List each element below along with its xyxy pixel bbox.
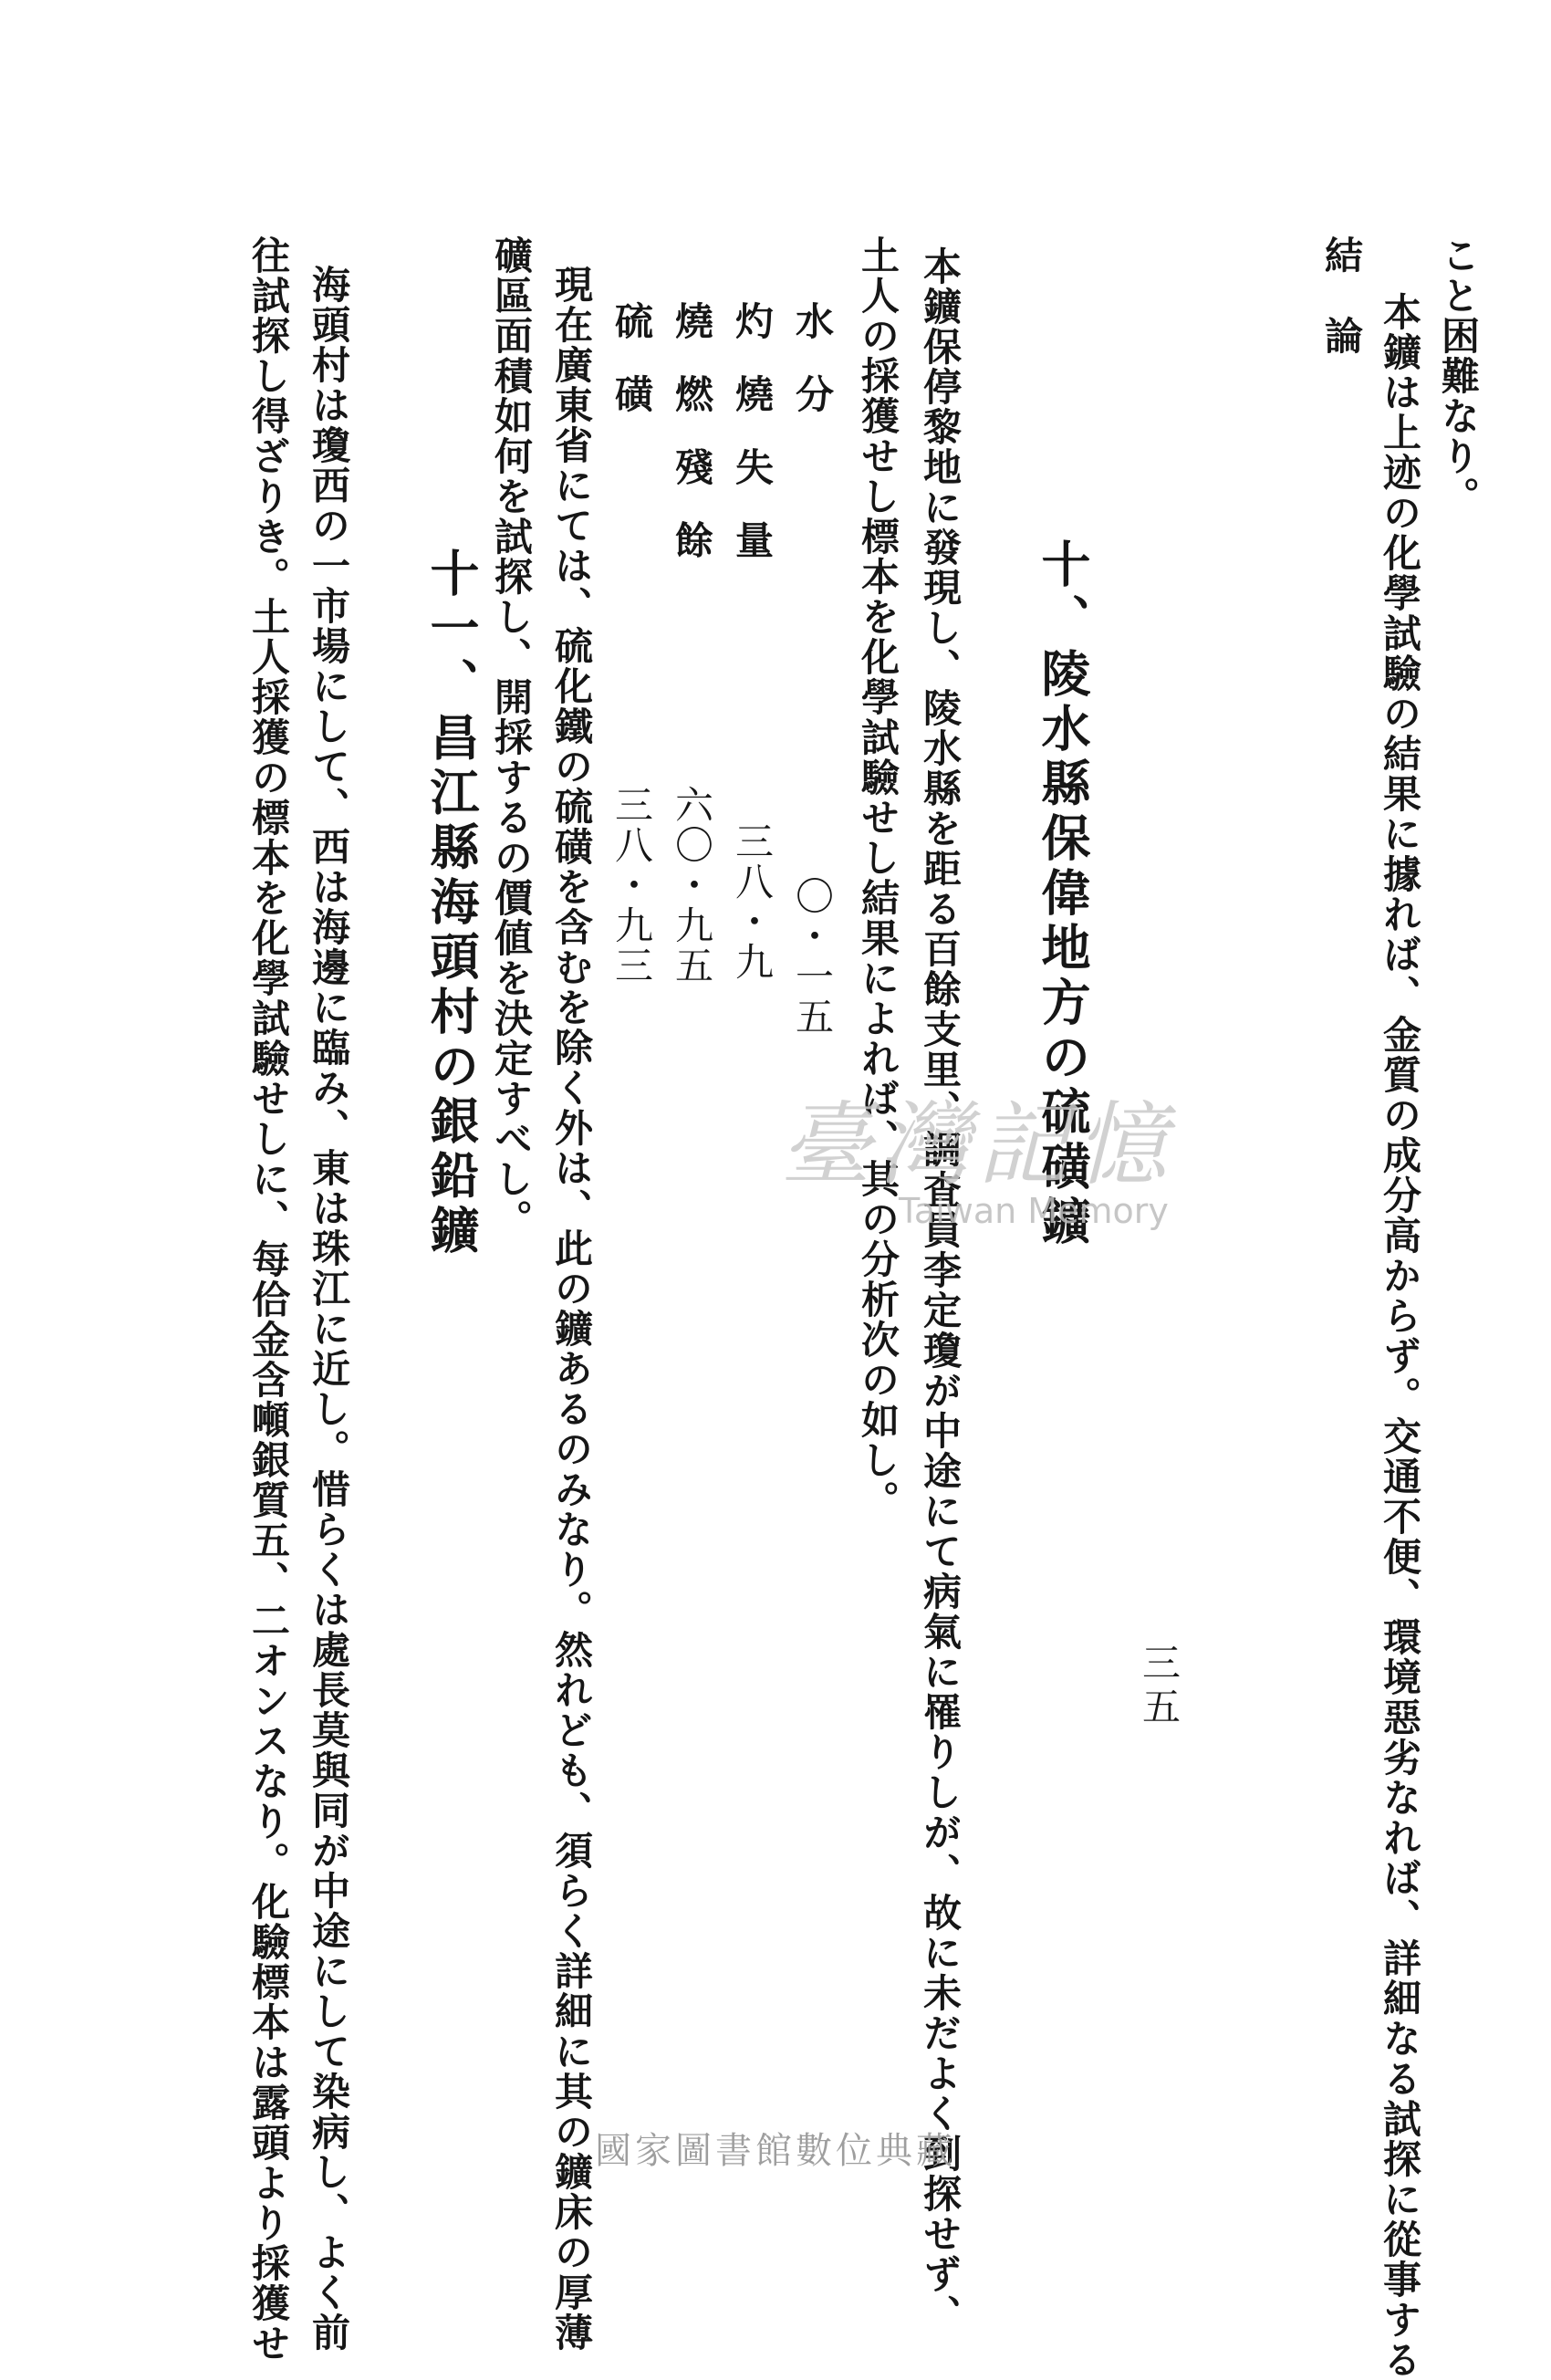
table-value-ignition-loss: 三八・九 — [730, 821, 775, 982]
page-number: 三五 — [1137, 1643, 1181, 1730]
conclusion-line-1: 本鑛は上迹の化學試驗の結果に據れば、金質の成分高からず。交通不便、環境惡劣なれば、詳細なる試探に從事する — [1378, 292, 1422, 2380]
section10-after-line-1: 現在廣東省にては、硫化鐵の硫磺を含むを除く外は、此の鑛あるのみなり。然れども、須らく詳細に其の鑛床の厚薄 — [549, 265, 594, 2353]
taiwan-memory-watermark — [780, 1091, 1254, 1250]
table-label-moisture: 水分 — [790, 301, 835, 447]
section10-heading: 十、陵水縣保偉地方の硫磺鑛 — [1034, 538, 1092, 1250]
table-label-residue: 燒燃殘餘 — [670, 301, 714, 593]
section10-line-1: 本鑛保停黎地に發現し、陵水縣を距る百餘支里、調査員李定瓊が中途にて病氣に罹りしが、故に未だよく到探せず、 — [918, 246, 963, 2334]
table-label-sulfur: 硫磺 — [609, 301, 654, 447]
watermark-latin: Taiwan Memory — [899, 1191, 1169, 1231]
table-value-residue: 六〇・九五 — [670, 785, 714, 986]
table-label-ignition-loss: 灼燒失量 — [730, 301, 775, 593]
conclusion-line-2: こと困難なり。 — [1436, 235, 1481, 517]
footer-collection-label: 國家圖書館數位典藏 — [595, 2130, 956, 2172]
table-value-moisture: 〇・一五 — [790, 876, 835, 1037]
section11-heading: 十一、昌江縣海頭村の銀鉛鑛 — [422, 548, 481, 1259]
conclusion-heading: 結 論 — [1319, 235, 1364, 356]
section10-after-line-2: 礦區面積如何を試探し、開採するの價値を決定すべし。 — [489, 235, 534, 1239]
table-value-sulfur: 三八・九三 — [609, 785, 654, 986]
watermark-chars: 臺灣記憶 — [780, 1091, 1174, 1198]
section11-line-1: 海頭村は瓊西の一市場にして、西は海邊に臨み、東は珠江に近し。惜らくは處長莫與同が中途にして染病し、よく前 — [307, 265, 351, 2353]
section10-line-2: 土人の採獲せし標本を化學試驗せし結果によれば、其の分析次の如し。 — [856, 235, 900, 1520]
section11-line-2: 往試探し得ざりき。土人採獲の標本を化學試驗せしに、每佮金含噸銀質五、二オンスなり。化驗標本は露頭より採獲せ — [246, 235, 291, 2364]
